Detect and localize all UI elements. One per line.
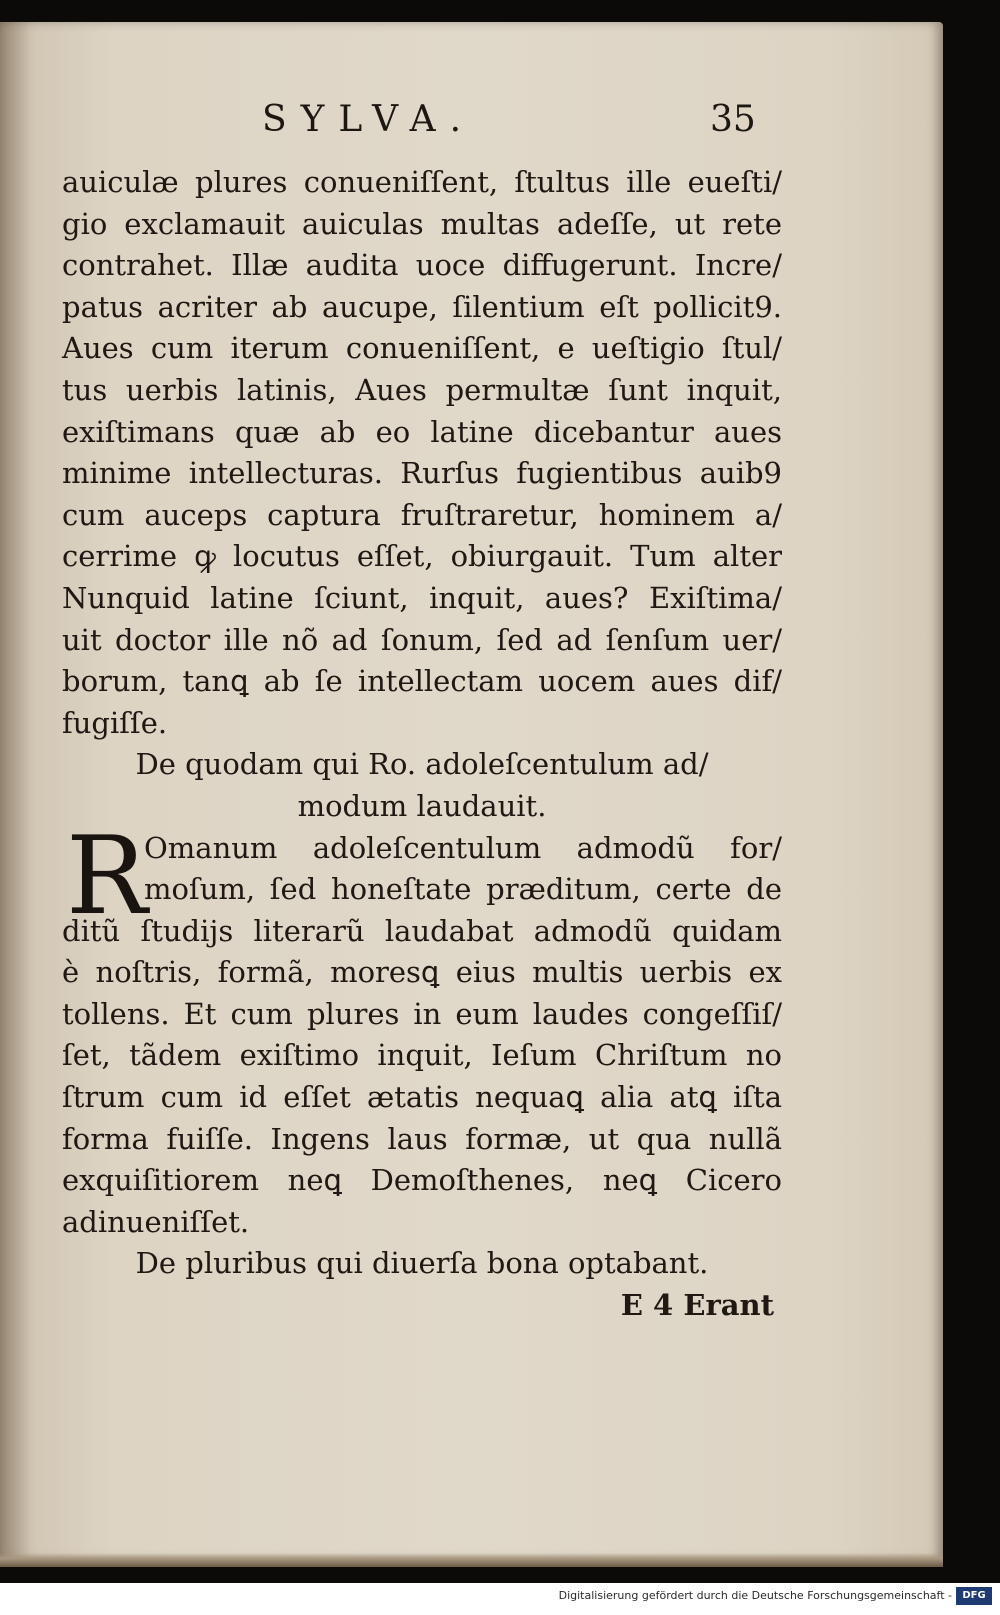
text-line: è noſtris, formã, moresꝗ eius multis uerbis ex xyxy=(62,955,782,990)
text-block xyxy=(62,162,782,1327)
dfg-logo: DFG xyxy=(956,1587,992,1605)
text-line: uit doctor ille nõ ad ſonum, ſed ad ſenſum uer/ xyxy=(62,622,782,657)
text-line: moſum, ſed honeſtate præditum, certe de xyxy=(144,872,782,907)
drop-capital: R xyxy=(66,813,148,939)
text-line: Nunquid latine ſciunt, inquit, aues? Exiſtima/ xyxy=(62,580,782,615)
text-line: gio exclamauit auiculas multas adeſſe, ut rete xyxy=(62,206,782,241)
heading-line: De quodam qui Ro. adoleſcentulum ad/ xyxy=(135,747,709,782)
text-line: patus acriter ab aucupe, ſilentium eſt pollicit9. xyxy=(62,289,782,324)
section-heading-1 xyxy=(62,744,782,827)
page-bottom-edge xyxy=(0,1553,943,1567)
folio-number: 35 xyxy=(710,99,756,140)
text-line: contrahet. Illæ audita uoce diffugerunt. Incre/ xyxy=(62,248,782,283)
text-line: exiſtimans quæ ab eo latine dicebantur aues xyxy=(62,414,782,449)
paragraph-1 xyxy=(62,162,782,744)
gutter-shadow xyxy=(0,22,30,1567)
text-line: fugiſſe. xyxy=(62,705,168,740)
text-line: ditũ ſtudijs literarũ laudabat admodũ quidam xyxy=(62,913,782,948)
heading-line: modum laudauit. xyxy=(297,788,547,823)
running-title: SYLVA. xyxy=(262,99,476,140)
text-line: Aues cum iterum conueniſſent, e ueſtigio ſtul/ xyxy=(62,331,782,366)
signature-catchword: E 4 Erant xyxy=(620,1288,774,1323)
text-line: borum, tanꝗ ab ſe intellectam uocem aues dif/ xyxy=(62,664,782,699)
text-line: Omanum adoleſcentulum admodũ for/ xyxy=(144,830,782,865)
text-line: tus uerbis latinis, Aues permultæ ſunt inquit, xyxy=(62,372,782,407)
running-head xyxy=(0,85,943,145)
section-heading-2: De pluribus qui diuerſa bona optabant. xyxy=(135,1246,709,1281)
text-line: exquiſitiorem neꝗ Demoſthenes, neꝗ Cicero xyxy=(62,1163,782,1198)
text-line: minime intellecturas. Rurſus fugientibus auib9 xyxy=(62,456,782,491)
book-page xyxy=(0,22,943,1567)
paragraph-2 xyxy=(62,813,782,1244)
text-line: auiculæ plures conueniſſent, ſtultus ille eueſti/ xyxy=(62,165,782,199)
text-line: cum auceps captura fruſtraretur, hominem a/ xyxy=(62,497,782,532)
footer-bar xyxy=(0,1583,1000,1615)
text-line: adinueniſſet. xyxy=(62,1204,250,1239)
text-line: cerrime ꝙ locutus eſſet, obiurgauit. Tum alter xyxy=(62,539,782,574)
text-line: tollens. Et cum plures in eum laudes congeſſiſ/ xyxy=(62,996,782,1031)
text-line: ſtrum cum id eſſet ætatis nequaꝗ alia atꝗ iſta xyxy=(62,1080,782,1115)
funding-credit: Digitalisierung gefördert durch die Deutsche Forschungsgemeinschaft - xyxy=(558,1589,952,1602)
text-line: ſet, tãdem exiſtimo inquit, Ieſum Chriſtum no xyxy=(62,1038,782,1073)
text-line: forma fuiſſe. Ingens laus formæ, ut qua nullã xyxy=(62,1121,782,1156)
